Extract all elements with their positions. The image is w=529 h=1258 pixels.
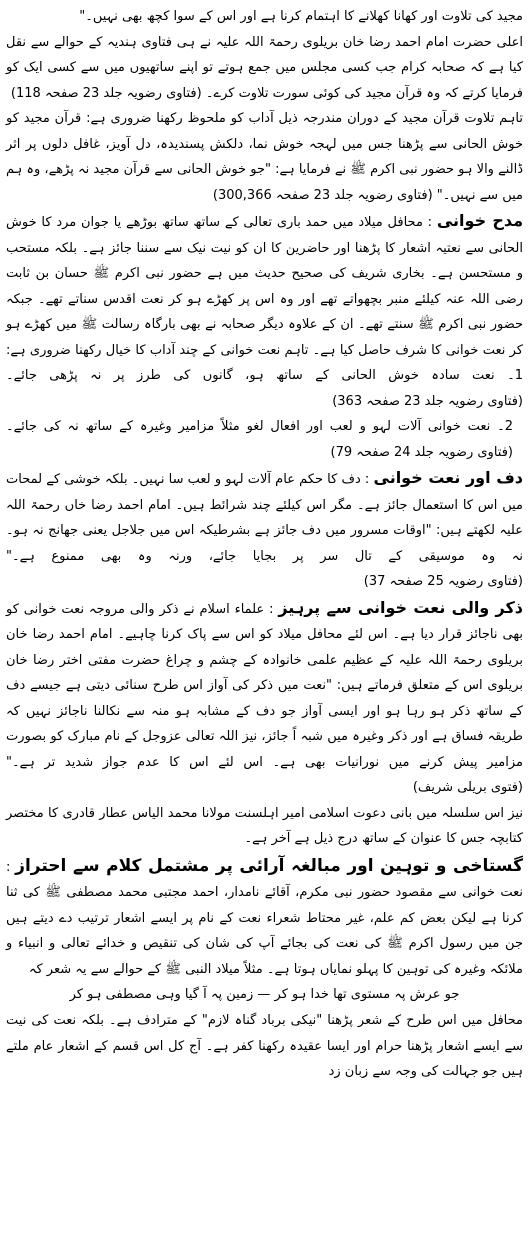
- section-text: : دف کا حکم عام آلات لہو و لعب سا نہیں۔ بلکہ خوشی کے لمحات میں اس کا استعمال جائز ہے۔ مگر اس کیلئے چند شرائط ہیں۔ امام احمد رضا خاں رحمۃ اللہ علیہ لکھتے ہیں: "اوقات مسرور میں دف جائز ہے بشرطیکہ اس میں جلاجل یعنی جھانج نہ ہو۔ نہ وہ موسیقی کے تال سر پر بجایا جائے، ورنہ وہ بھی ممنوع ہے۔": [6, 472, 523, 564]
- citation: (فتاوی رضویہ جلد 23 صفحہ 300,366): [212, 187, 433, 203]
- paragraph-opening: مجید کی تلاوت اور کھانا کھلانے کا اہتمام کرنا ہے اور اس کے سوا کچھ بھی نہیں۔": [79, 9, 523, 24]
- paragraph-closing: محافل میں اس طرح کے شعر پڑھنا "نیکی برباد گناہ لازم" کے مترادف ہے۔ بلکہ نعت کی نیت سے ایسے اشعار پڑھنا حرام اور ایسا عقیدہ رکھنا کفر ہے۔ آج کل اس قسم کے اشعار عام ملتے ہیں جو جہالت کی وجہ سے زبان زد: [6, 1013, 523, 1079]
- paragraph-text: اعلی حضرت امام احمد رضا خان بریلوی رحمۃ اللہ علیہ نے ہی فتاوی ہندیہ کے حوالے سے نقل کیا ہے کہ صحابہ کرام جب کسی مجلس میں جمع ہوتے تو اپنے ساتھیوں میں سے کسی ایک کو فرمایا کرتے کہ وہ قرآن مجید کی کوئی سورت تلاوت کرے۔: [6, 34, 523, 101]
- section-heading: ذکر والی نعت خوانی سے پرہیز: [278, 597, 524, 617]
- list-item-text: 2۔ نعت خوانی آلات لہو و لعب اور افعال لغو مثلاً مزامیر وغیرہ کے ساتھ نہ کی جائے۔: [6, 419, 513, 434]
- paragraph-text: تاہم تلاوت قرآن مجید کے دوران مندرجہ ذیل آداب کو ملحوظ رکھنا ضروری ہے: قرآن مجید کو خوش الحانی سے پڑھنا جس میں لہجہ خوش نما، دلکش پسندیدہ، دل آویز، غافل دلوں پر اثر ڈالنے والا ہو حضور نبی اکرم ﷺ نے فرمایا ہے: "جو خوش الحانی سے قرآن مجید نہ پڑھے، وہ ہم میں سے نہیں۔": [6, 111, 523, 203]
- section-madh-khwani: [6, 208, 523, 414]
- section-gustakhi: [6, 852, 523, 983]
- citation: (فتاوی رضویہ جلد 23 صفحہ 118): [10, 85, 202, 101]
- section-heading: مدح خوانی: [436, 211, 523, 230]
- section-text: : نعت خوانی سے مقصود حضور نبی مکرم، آقائے نامدار، احمد مجتبی محمد مصطفی ﷺ کی ثنا کرنا ہے لیکن بعض کم علم، غیر محتاط شعراء نعت کے نام پر ایسے اشعار ترتیب دے دیتے ہیں جن میں رسول اکرم ﷺ کی نعت کی بجائے آپ کی شان کی تنقیص و خدائے تعالی و انبیاء و ملائکہ وغیرہ کی توہین کا پہلو نمایاں ہوتا ہے۔ مثلاً میلاد النبی ﷺ کے حوالے سے یہ شعر کہ: [6, 859, 523, 977]
- citation: (فتوی بریلی شریف): [412, 780, 523, 795]
- section-dhikr: [6, 595, 523, 801]
- section-heading: گستاخی و توہین اور مبالغہ آرائی پر مشتمل کلام سے احتراز: [15, 855, 523, 876]
- paragraph-tilawat-adab: [6, 106, 523, 208]
- poetry-couplet: جو عرش پہ مستوی تھا خدا ہو کر — زمین پہ آ گیا وہی مصطفی ہو کر: [69, 987, 460, 1002]
- section-daf: [6, 465, 523, 595]
- paragraph-ilyas-qadri: نیز اس سلسلہ میں بانی دعوت اسلامی امیر اہلسنت مولانا محمد الیاس عطار قادری کا مختصر کتابچہ جس کا عنوان کے ساتھ درج ذیل ہے آخر ہے۔: [6, 805, 523, 846]
- paragraph-sahaba: [6, 30, 523, 107]
- citation: (فتاوی رضویہ جلد 24 صفحہ 79): [330, 444, 513, 460]
- section-text: : محافل میلاد میں حمد باری تعالی کے ساتھ ساتھ بوڑھے یا جوان مرد کا خوش الحانی سے نعتیہ اشعار کا پڑھنا اور حاضرین کا ان کو نیت نیک سے سننا جائز ہے۔ بلکہ مستحب و مستحسن ہے۔ بخاری شریف کی صحیح حدیث میں ہے حضور نبی اکرم ﷺ حسان بن ثابت رضی اللہ عنہ کیلئے منبر بچھواتے تھے اور وہ اس پر کھڑے ہو کر نعت اقدس سناتے تھے۔ جبکہ حضور نبی اکرم ﷺ سنتے تھے۔ ان کے علاوہ دیگر صحابہ نے بھی بارگاہ رسالت ﷺ میں کھڑے ہو کر نعت خوانی کا شرف حاصل کیا ہے۔ تاہم نعت خوانی کے چند آداب کا خیال رکھنا ضروری ہے: 1۔ نعت سادہ خوش الحانی کے ساتھ ہو، گانوں کی طرز پر نہ پڑھی جائے۔: [6, 215, 523, 383]
- citation: (فتاوی رضویہ 25 صفحہ 37): [363, 574, 523, 589]
- section-heading: دف اور نعت خوانی: [373, 468, 523, 487]
- section-text: : علماء اسلام نے ذکر والی مروجہ نعت خوانی کو بھی ناجائز قرار دیا ہے۔ اس لئے محافل میلاد کو اس سے پاک کرنا چاہیے۔ امام احمد رضا خان بریلوی رحمۃ اللہ علیہ کے عظیم علمی خانوادہ کے چشم و چراغ حضرت مفتی اختر رضا خان بریلوی اس کے متعلق فرماتے ہیں: "نعت میں ذکر کی آواز اس طرح سنائی دیتی ہے جیسے دف کے ساتھ ذکر ہو رہا ہو اور ایسی آواز جو دف کے مشابہ ہو منہ سے نکالنا ناجائز نہیں کہ طریقہ فساق ہے اور ذکر وغیرہ میں شبہ اً جائز، نیز اللہ تعالی عزوجل کے نام مبارک کو بصورت مزامیر پیش کرنے میں نورانیات بھی ہے۔ اس لئے اس کا عدم جواز شدید تر ہے۔": [6, 601, 523, 770]
- citation: (فتاوی رضویہ جلد 23 صفحہ 363): [332, 393, 523, 409]
- list-item-2: [6, 414, 523, 465]
